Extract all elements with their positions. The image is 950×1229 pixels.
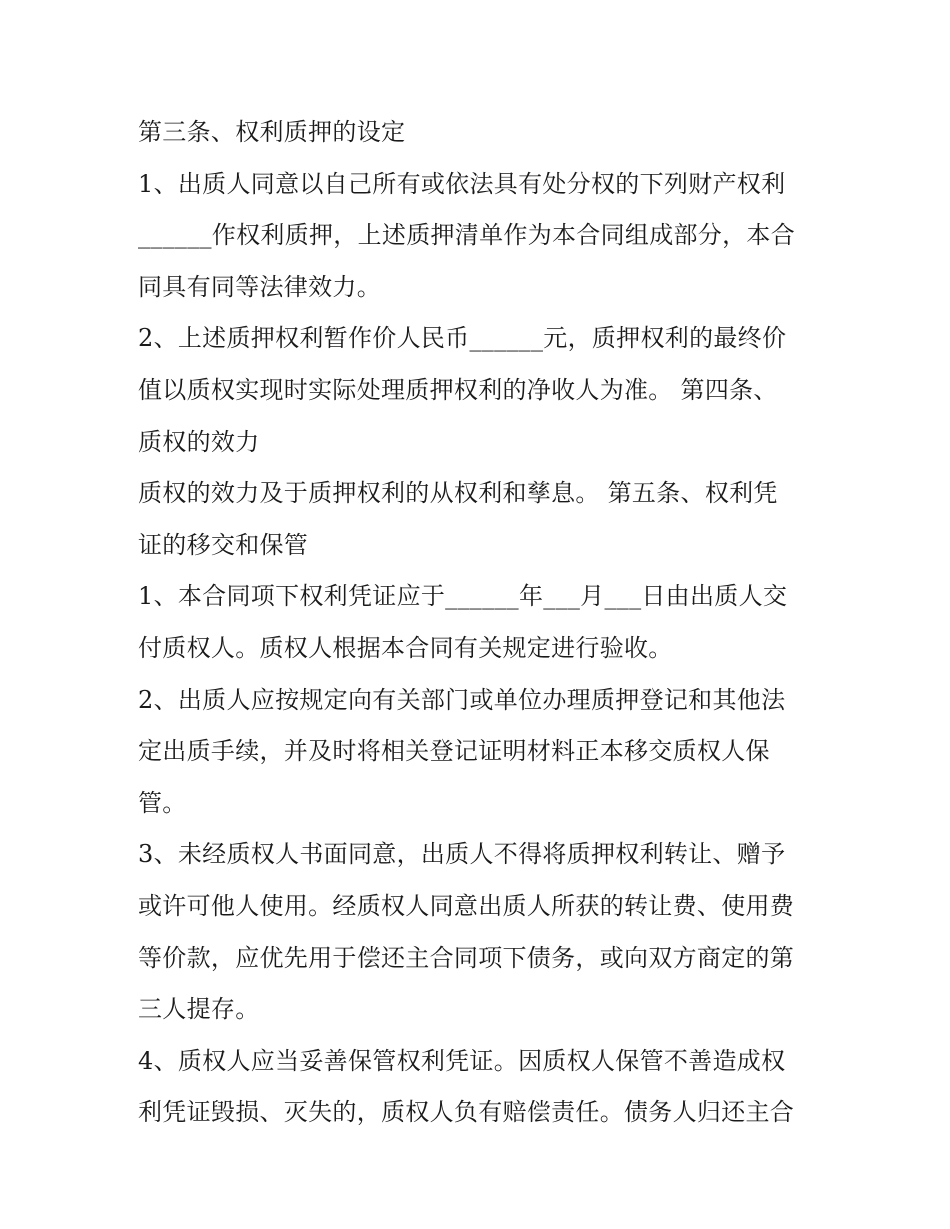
- document-body: [138, 107, 828, 1139]
- text-line-section-3-heading: 第三条、权利质押的设定: [138, 118, 406, 146]
- text-line: 证的移交和保管: [138, 530, 309, 559]
- text-line: 值以质权实现时实际处理质押权利的净收人为准。 第四条、: [138, 375, 778, 404]
- text-line: 质权的效力及于质押权利的从权利和孳息。 第五条、权利凭: [138, 479, 778, 508]
- text-line: 付质权人。质权人根据本合同有关规定进行验收。: [138, 633, 673, 662]
- text-line: 3、未经质权人书面同意，出质人不得将质押权利转让、赠予: [138, 840, 786, 869]
- text-line: 1、本合同项下权利凭证应于______年___月___日由出质人交: [138, 582, 788, 611]
- text-line: 或许可他人使用。经质权人同意出质人所获的转让费、使用费: [138, 891, 795, 920]
- text-line: 2、出质人应按规定向有关部门或单位办理质押登记和其他法: [138, 685, 786, 714]
- text-line: 1、出质人同意以自己所有或依法具有处分权的下列财产权利: [138, 169, 786, 198]
- text-line: 三人提存。: [138, 995, 260, 1024]
- text-line: 管。: [138, 788, 187, 817]
- text-line: 4、质权人应当妥善保管权利凭证。因质权人保管不善造成权: [138, 1046, 786, 1075]
- text-line: ______作权利质押，上述质押清单作为本合同组成部分，本合: [138, 221, 795, 250]
- text-line: 等价款，应优先用于偿还主合同项下债务，或向双方商定的第: [138, 943, 795, 972]
- text-line: 定出质手续，并及时将相关登记证明材料正本移交质权人保: [138, 737, 770, 766]
- text-line: 同具有同等法律效力。: [138, 272, 381, 301]
- text-line: 2、上述质押权利暂作价人民币______元，质押权利的最终价: [138, 324, 787, 353]
- text-line: 利凭证毁损、灭失的，质权人负有赔偿责任。债务人归还主合: [138, 1098, 795, 1127]
- text-line: 质权的效力: [138, 427, 260, 456]
